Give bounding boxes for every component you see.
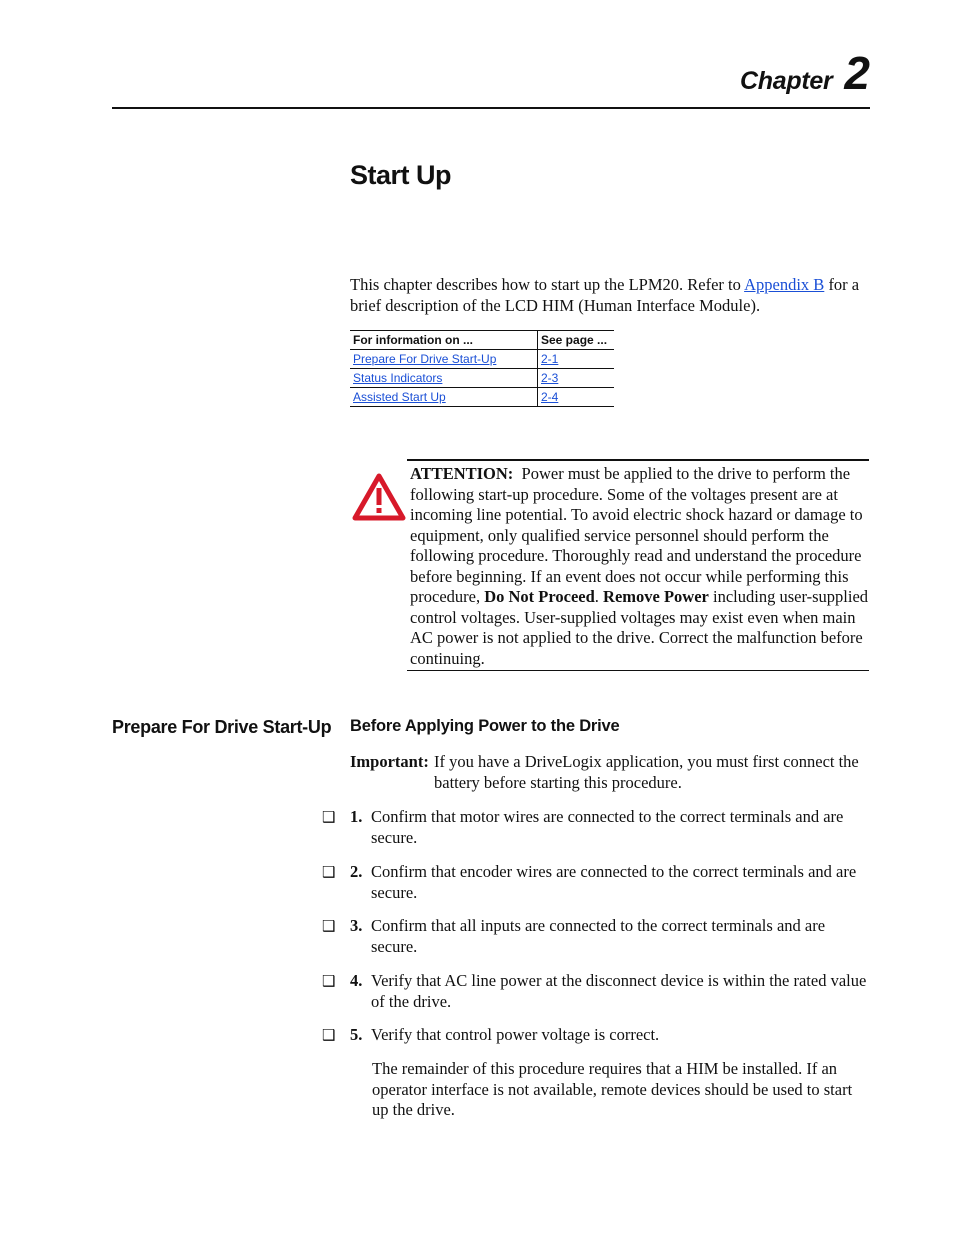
attention-bottom-rule: [407, 670, 869, 671]
contents-table: [350, 330, 614, 407]
chapter-number: 2: [844, 47, 870, 99]
table-row: [350, 388, 614, 407]
closing-paragraph: The remainder of this procedure requires that a HIM be installed. If an operator interface is not available, remote devices should be used to start up the drive.: [372, 1059, 853, 1119]
contents-topic-cell: [350, 369, 538, 388]
attention-separator: .: [594, 587, 604, 606]
appendix-b-link[interactable]: Appendix B: [744, 275, 825, 294]
chapter-word: Chapter: [740, 67, 833, 95]
checklist-step-3: [322, 916, 870, 957]
status-indicators-link[interactable]: Status Indicators: [353, 371, 443, 385]
step-number: 2.: [350, 862, 363, 881]
step-text: Verify that control power voltage is correct.: [371, 1025, 660, 1044]
important-label: Important:: [350, 752, 429, 771]
contents-topic-cell: [350, 388, 538, 407]
step-number: 4.: [350, 971, 363, 990]
checkbox-icon[interactable]: ❑: [322, 917, 336, 935]
contents-page-cell: [538, 350, 615, 369]
warning-triangle-icon: [352, 473, 406, 521]
step-number: 1.: [350, 807, 363, 826]
step-text: Verify that AC line power at the disconnect device is within the rated value of the drive.: [371, 971, 867, 1011]
page-2-4-link[interactable]: 2-4: [541, 390, 559, 404]
checklist-step-1: [322, 807, 870, 848]
step-number: 3.: [350, 916, 363, 935]
attention-text-part1: Power must be applied to the drive to perform the following start-up procedure. Some of the voltages present are at incoming line potential. To avoid electric shock hazard or damage to equipment, only qualified service personnel should perform the following procedure. Thoroughly read and understand the procedure before beginning. If an event does not occur while performing this procedure,: [410, 464, 863, 606]
prepare-start-up-link[interactable]: Prepare For Drive Start-Up: [353, 352, 497, 366]
contents-header-page: See page ...: [538, 331, 615, 350]
checkbox-icon[interactable]: ❑: [322, 972, 336, 990]
table-row: [350, 369, 614, 388]
page-2-1-link[interactable]: 2-1: [541, 352, 559, 366]
important-note: [350, 752, 870, 793]
checklist-step-2: [322, 862, 870, 903]
intro-text-after: for a brief description of the LCD HIM (Human Interface Module).: [350, 275, 860, 315]
remove-power-text: Remove Power: [603, 587, 709, 606]
section-side-heading: Prepare For Drive Start-Up: [112, 717, 332, 737]
page-2-3-link[interactable]: 2-3: [541, 371, 559, 385]
do-not-proceed-text: Do Not Proceed: [484, 587, 595, 606]
assisted-start-up-link[interactable]: Assisted Start Up: [353, 390, 446, 404]
checkbox-icon[interactable]: ❑: [322, 1026, 336, 1044]
step-text: Confirm that motor wires are connected to the correct terminals and are secure.: [371, 807, 844, 847]
step-text: Confirm that encoder wires are connected to the correct terminals and are secure.: [371, 862, 857, 902]
chapter-header: [740, 46, 870, 100]
checkbox-icon[interactable]: ❑: [322, 863, 336, 881]
page-title: Start Up: [350, 160, 452, 190]
section-sub-heading: Before Applying Power to the Drive: [350, 717, 620, 735]
contents-header-row: [350, 331, 614, 350]
checklist-step-5: [322, 1025, 870, 1046]
intro-text-before: This chapter describes how to start up the LPM20. Refer to: [350, 275, 745, 294]
attention-top-rule: [407, 459, 869, 461]
intro-paragraph: [350, 275, 870, 316]
contents-topic-cell: [350, 350, 538, 369]
table-row: [350, 350, 614, 369]
contents-header-topic: For information on ...: [350, 331, 538, 350]
contents-page-cell: [538, 388, 615, 407]
checklist-step-4: [322, 971, 870, 1012]
header-rule: [112, 107, 870, 109]
attention-text: [410, 464, 870, 669]
attention-label: ATTENTION:: [410, 464, 514, 483]
important-text: If you have a DriveLogix application, you must first connect the battery before starting this procedure.: [434, 752, 859, 792]
step-text: Confirm that all inputs are connected to the correct terminals and are secure.: [371, 916, 826, 956]
step-number: 5.: [350, 1025, 363, 1044]
checkbox-icon[interactable]: ❑: [322, 808, 336, 826]
attention-text-part2: including user-supplied control voltages. User-supplied voltages may exist even when main AC power is not applied to the drive. Correct the malfunction before continuing.: [410, 587, 869, 668]
contents-page-cell: [538, 369, 615, 388]
